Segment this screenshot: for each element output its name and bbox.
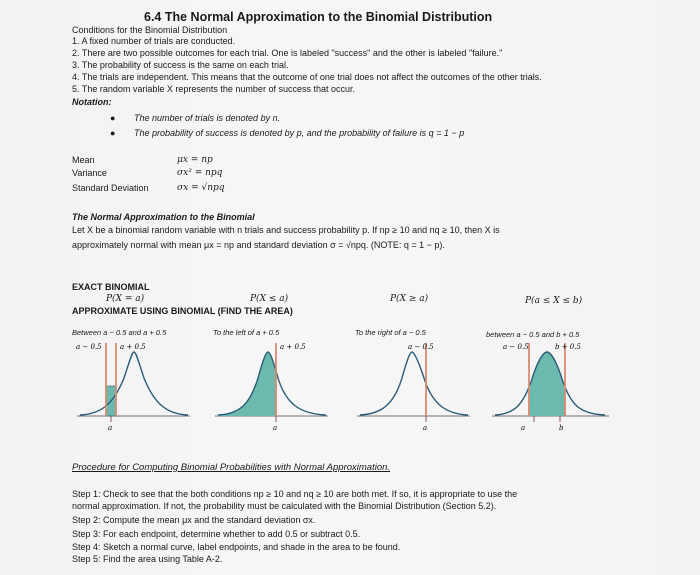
procedure-step: Step 1: Check to see that the both conditions np ≥ 10 and nq ≥ 10 are both met. If so, it is appropriate to use the bbox=[72, 489, 518, 499]
mean-formula: μx = np bbox=[177, 155, 213, 165]
procedure-step: Step 5: Find the area using Table A-2. bbox=[72, 554, 223, 564]
exact-binomial-heading: EXACT BINOMIAL bbox=[72, 282, 150, 292]
condition-item: 3. The probability of success is the same on each trial. bbox=[72, 60, 289, 70]
exact-cell: P(X ≤ a) bbox=[250, 294, 289, 304]
condition-item: 1. A fixed number of trials are conducted. bbox=[72, 36, 236, 46]
label-a-plus: a + 0.5 bbox=[280, 343, 306, 351]
exact-cell: P(a ≤ X ≤ b) bbox=[525, 296, 583, 306]
label-a: a bbox=[423, 424, 428, 432]
graph-caption: To the left of a + 0.5 bbox=[213, 328, 280, 337]
notation-heading: Notation: bbox=[72, 97, 112, 107]
normal-curve-graph-right bbox=[352, 338, 477, 432]
approx-heading: The Normal Approximation to the Binomial bbox=[72, 212, 255, 222]
page-title: 6.4 The Normal Approximation to the Binomial Distribution bbox=[144, 10, 493, 24]
conditions-heading: Conditions for the Binomial Distribution bbox=[72, 25, 228, 35]
notation-bullet: The probability of success is denoted by p, and the probability of failure is q = 1 − p bbox=[134, 128, 465, 138]
procedure-step: Step 2: Compute the mean μx and the standard deviation σx. bbox=[72, 515, 316, 525]
procedure-step: Step 4: Sketch a normal curve, label endpoints, and shade in the area to be found. bbox=[72, 542, 401, 552]
normal-curve-graph-left bbox=[210, 338, 335, 432]
graph-caption: between a − 0.5 and b + 0.5 bbox=[486, 330, 580, 339]
label-a-minus: a − 0.5 bbox=[408, 343, 434, 351]
label-a: a bbox=[273, 424, 278, 432]
approx-line: approximately normal with mean μx = np and standard deviation σ = √npq. (NOTE: q = 1 − p). bbox=[72, 240, 445, 250]
label-a: a bbox=[108, 424, 113, 432]
variance-formula: σx² = npq bbox=[177, 168, 223, 178]
condition-item: 5. The random variable X represents the number of success that occur. bbox=[72, 84, 355, 94]
condition-item: 4. The trials are independent. This means that the outcome of one trial does not affect the outcomes of the other trials. bbox=[72, 72, 542, 82]
mean-label: Mean bbox=[72, 155, 95, 165]
label-b: b bbox=[559, 424, 564, 432]
label-a: a bbox=[521, 424, 526, 432]
variance-label: Variance bbox=[72, 168, 107, 178]
condition-item: 2. There are two possible outcomes for each trial. One is labeled "success" and the other is labeled "failure." bbox=[72, 48, 503, 58]
procedure-step: normal approximation. If not, the probability must be calculated with the Binomial Distribution (Section 5.2). bbox=[72, 501, 497, 511]
approx-line: Let X be a binomial random variable with n trials and success probability p. If np ≥ 10 and nq ≥ 10, then X is bbox=[72, 225, 500, 235]
exact-cell: P(X ≥ a) bbox=[390, 294, 429, 304]
exact-cell: P(X = a) bbox=[106, 294, 145, 304]
graph-caption: To the right of a − 0.5 bbox=[355, 328, 426, 337]
normal-curve-graph-between-ab bbox=[487, 338, 617, 432]
normal-curve-graph-between bbox=[72, 338, 197, 432]
graph-caption: Between a − 0.5 and a + 0.5 bbox=[72, 328, 167, 337]
procedure-step: Step 3: For each endpoint, determine whether to add 0.5 or subtract 0.5. bbox=[72, 529, 361, 539]
procedure-heading: Procedure for Computing Binomial Probabilities with Normal Approximation. bbox=[72, 462, 391, 473]
bullet-icon: ● bbox=[110, 128, 116, 138]
label-a-plus: a + 0.5 bbox=[120, 343, 146, 351]
label-b-plus: b + 0.5 bbox=[555, 343, 581, 351]
sd-formula: σx = √npq bbox=[177, 183, 225, 193]
sd-label: Standard Deviation bbox=[72, 183, 149, 193]
approx-binomial-heading: APPROXIMATE USING BINOMIAL (FIND THE AREA) bbox=[72, 306, 293, 316]
notation-bullet: The number of trials is denoted by n. bbox=[134, 113, 281, 123]
label-a-minus: a − 0.5 bbox=[76, 343, 102, 351]
label-a-minus: a − 0.5 bbox=[503, 343, 529, 351]
bullet-icon: ● bbox=[110, 113, 116, 123]
